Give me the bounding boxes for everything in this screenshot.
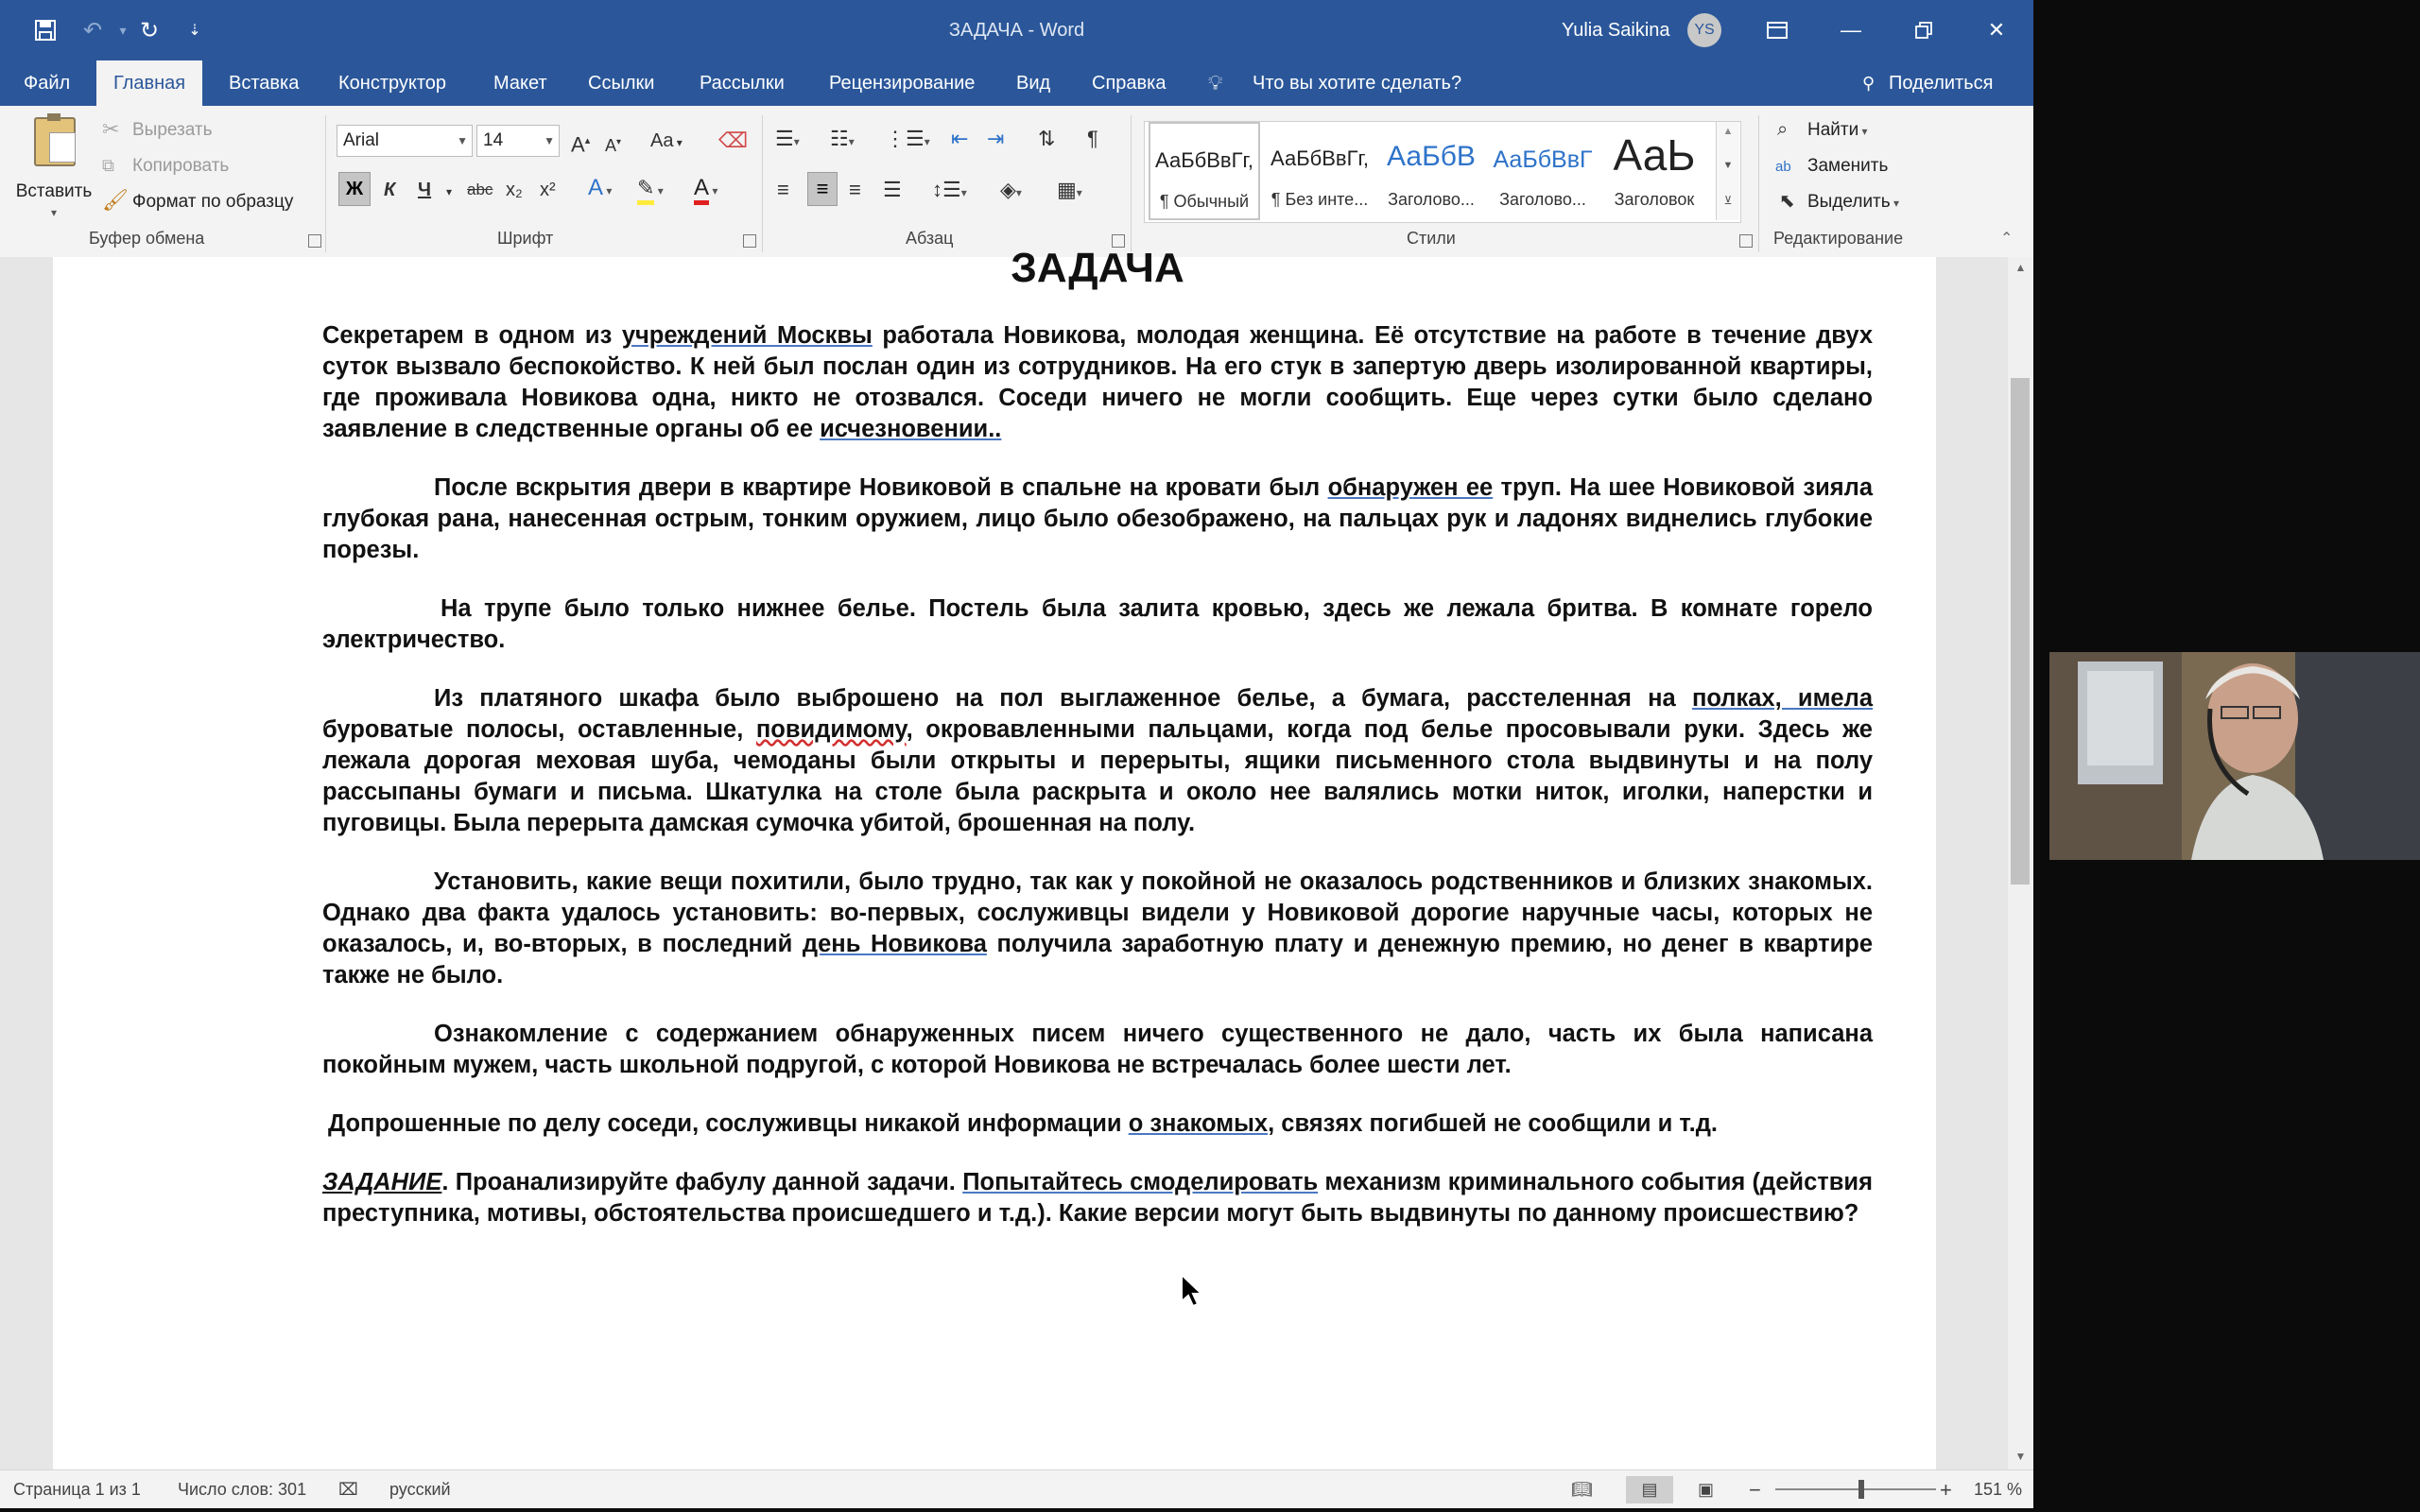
clipboard-icon — [34, 117, 76, 166]
increase-indent-icon[interactable]: ⇥ — [987, 127, 1005, 150]
window-title: ЗАДАЧА - Word — [948, 20, 1085, 41]
underline-button[interactable]: Ч — [418, 180, 432, 200]
zoom-level[interactable]: 151 % — [1974, 1480, 2023, 1499]
tab-help[interactable]: Справка — [1092, 73, 1167, 94]
font-color-button[interactable]: A ▾ — [694, 176, 717, 203]
paragraph-5: Установить, какие вещи похитили, было трудно, так как у покойной не оказалось родственников и близких знакомых. Однако два факта удалось установить: во-первых, сослуживцы видели у Новиковой дорогие наручные часы, которых не оказалось, и, во-вторых, в последний день Новикова получила заработную плату и денежную премию, но денег в квартире также не было. — [322, 868, 1874, 988]
tab-insert[interactable]: Вставка — [229, 73, 300, 94]
search-icon: ⌕ — [1777, 119, 1789, 140]
redo-icon[interactable]: ↻ — [139, 17, 160, 43]
tab-references[interactable]: Ссылки — [588, 73, 655, 94]
cut-button[interactable]: Вырезать — [132, 120, 213, 140]
zoom-in-icon[interactable]: + — [1940, 1478, 1952, 1502]
print-layout-icon[interactable]: ▤ — [1626, 1476, 1673, 1503]
decrease-indent-icon[interactable]: ⇤ — [951, 127, 969, 150]
document-area — [0, 245, 2033, 1469]
justify-icon[interactable]: ☰ — [883, 178, 902, 201]
restore-icon[interactable] — [1895, 0, 1952, 60]
chevron-up-icon[interactable]: ▲ — [1722, 126, 1734, 137]
zoom-slider[interactable] — [1775, 1488, 1936, 1490]
bold-button[interactable]: Ж — [338, 172, 371, 206]
shading-icon[interactable]: ◈▾ — [1000, 178, 1022, 201]
share-button[interactable]: Поделиться — [1889, 73, 1994, 94]
select-arrow-icon: ⬉ — [1779, 191, 1795, 212]
font-size-value: 14 — [483, 130, 504, 150]
paragraph-3: На трупе было только нижнее белье. Постель была залита кровью, здесь же лежала бритва. В комнате горело электричество. — [322, 595, 1873, 653]
select-label: Выделить — [1807, 192, 1891, 212]
font-name-combo[interactable] — [337, 125, 473, 157]
paste-button[interactable] — [13, 115, 95, 227]
share-person-icon: ⚲ — [1862, 74, 1876, 93]
paragraph-6: Ознакомление с содержанием обнаруженных писем ничего существенного не дало, часть их была написана покойным мужем, часть школьной подругой, с которой Новикова не встречалась более шести лет. — [322, 1021, 1873, 1078]
proofing-icon[interactable]: ⌧ — [338, 1480, 358, 1499]
borders-icon[interactable]: ▦▾ — [1057, 178, 1082, 201]
copy-button[interactable]: Копировать — [132, 156, 230, 176]
lightbulb-icon: 💡︎ — [1208, 71, 1223, 94]
highlight-button[interactable]: ✎ ▾ — [637, 176, 664, 205]
line-spacing-icon[interactable]: ↕☰▾ — [932, 178, 967, 201]
styles-gallery — [1144, 121, 1741, 223]
bullets-icon[interactable]: ☰▾ — [775, 127, 800, 150]
style-preview: АаБбВвГг, — [1155, 148, 1253, 172]
replace-icon: ab — [1775, 159, 1791, 175]
style-preview: АаЬ — [1613, 130, 1696, 180]
style-name: Заголовок — [1614, 190, 1695, 209]
style-heading-1[interactable] — [1375, 122, 1487, 220]
tab-home[interactable]: Главная — [96, 60, 202, 106]
clipboard-launcher-icon[interactable] — [308, 234, 321, 248]
tab-view[interactable]: Вид — [1016, 73, 1051, 94]
find-button[interactable]: Найти ▾ — [1807, 120, 1868, 140]
minimize-icon[interactable]: — — [1841, 18, 1861, 42]
webcam-video — [2049, 652, 2420, 860]
paste-label: Вставить — [15, 181, 93, 201]
align-left-icon[interactable]: ≡ — [777, 178, 789, 201]
styles-launcher-icon[interactable] — [1739, 234, 1753, 248]
style-no-spacing[interactable] — [1264, 122, 1375, 220]
scroll-up-icon[interactable]: ▲ — [2014, 261, 2027, 274]
style-normal[interactable] — [1149, 122, 1260, 220]
select-button[interactable]: Выделить ▾ — [1807, 192, 1900, 212]
undo-icon[interactable]: ↶ — [82, 17, 103, 43]
group-divider — [1131, 115, 1132, 252]
style-name: ¶ Без инте... — [1270, 190, 1369, 209]
tab-design[interactable]: Конструктор — [338, 73, 447, 94]
copy-icon: ⧉ — [102, 156, 114, 175]
collapse-ribbon-icon[interactable]: ⌃ — [2000, 231, 2014, 247]
styles-scroll[interactable] — [1716, 122, 1739, 220]
multilevel-list-icon[interactable]: ⋮☰▾ — [885, 127, 930, 150]
paragraph-7: Допрошенные по делу соседи, сослуживцы никакой информации о знакомых, связях погибшей не сообщили и т.д. — [328, 1110, 1718, 1137]
superscript-button[interactable]: x² — [540, 180, 556, 200]
font-name-value: Arial — [343, 130, 380, 150]
page-indicator[interactable]: Страница 1 из 1 — [13, 1480, 141, 1499]
style-name: Заголово... — [1388, 190, 1475, 209]
title-bar — [0, 0, 2033, 60]
paragraph-2: После вскрытия двери в квартире Новиковой в спальне на кровати был обнаружен ее труп. На шее Новиковой зияла глубокая рана, нанесенная острым, тонким оружием, лицо было обезображено, на пальцах рук и ладонях виднелись глубокие порезы. — [322, 474, 1874, 563]
tell-me-search[interactable]: Что вы хотите сделать? — [1253, 73, 1462, 94]
format-painter-button[interactable]: Формат по образцу — [132, 192, 294, 212]
find-label: Найти — [1807, 120, 1859, 140]
align-center-icon[interactable]: ≡ — [807, 172, 838, 206]
subscript-button[interactable]: x₂ — [506, 180, 523, 200]
tab-review[interactable]: Рецензирование — [829, 73, 976, 94]
mouse-pointer-icon — [1180, 1273, 1204, 1314]
tab-mailings[interactable]: Рассылки — [700, 73, 785, 94]
group-divider — [1758, 115, 1759, 252]
replace-button[interactable]: Заменить — [1807, 156, 1889, 176]
close-icon[interactable]: ✕ — [1987, 18, 2006, 42]
style-title[interactable] — [1599, 122, 1710, 220]
ribbon-display-options-icon[interactable] — [1749, 0, 1806, 60]
scroll-down-icon[interactable]: ▼ — [2014, 1450, 2027, 1463]
style-preview: АаБбВвГ — [1493, 146, 1593, 173]
more-styles-icon[interactable]: ⊻ — [1723, 194, 1733, 207]
text-effects-label: A — [588, 175, 604, 200]
change-case-button[interactable]: Aa ▾ — [650, 130, 683, 151]
group-label-styles: Стили — [1407, 229, 1456, 248]
vertical-scrollbar[interactable] — [2008, 257, 2033, 1469]
read-mode-icon[interactable]: 📖︎ — [1571, 1480, 1593, 1499]
undo-dropdown-icon[interactable]: ▾ — [119, 22, 127, 38]
zoom-out-icon[interactable]: − — [1749, 1478, 1761, 1502]
shrink-font-icon[interactable]: A▾ — [605, 136, 622, 155]
customize-qat-icon[interactable]: ⇣ — [188, 23, 201, 39]
tab-layout[interactable]: Макет — [493, 73, 547, 94]
user-name[interactable]: Yulia Saikina — [1562, 20, 1670, 41]
paragraph-1: Секретарем в одном из учреждений Москвы работала Новикова, молодая женщина. Её отсутствие на работе в течение двух суток вызвало беспокойство. К ней был послан один из сотрудников. На его стук в запертую дверь изолированной квартиры, где проживала Новикова одна, никто не отозвался. Соседи ничего не могли сообщить. Еще через сутки было сделано заявление в следственные органы об ее исчезновении.. — [322, 322, 1873, 442]
paste-dropdown-icon[interactable]: ▾ — [50, 206, 58, 219]
show-marks-icon[interactable]: ¶ — [1087, 127, 1098, 150]
style-heading-2[interactable] — [1487, 122, 1599, 220]
group-label-paragraph: Абзац — [906, 229, 954, 248]
group-divider — [762, 115, 763, 252]
sort-icon[interactable]: ⇅ — [1038, 127, 1056, 150]
document-heading: ЗАДАЧА — [1011, 245, 1184, 291]
paragraph-8: ЗАДАНИЕ. Проанализируйте фабулу данной задачи. Попытайтесь смоделировать механизм криминального события (действия преступника, мотивы, обстоятельства происшедшего и т.д.). Какие версии могут быть выдвинуты по данному происшествию? — [322, 1169, 1873, 1227]
tab-file[interactable]: Файл — [24, 73, 71, 94]
font-color-label: A — [694, 175, 709, 205]
change-case-label: Aa — [650, 130, 674, 151]
group-label-editing: Редактирование — [1773, 229, 1904, 248]
text-effects-button[interactable]: A ▾ — [588, 175, 613, 200]
document-body[interactable] — [322, 245, 1874, 1229]
style-name: ¶ Обычный — [1159, 192, 1250, 211]
clear-formatting-icon[interactable]: ⌫ — [718, 129, 749, 152]
scroll-thumb[interactable] — [2011, 378, 2030, 885]
chevron-down-icon[interactable]: ▼ — [1722, 160, 1734, 171]
chevron-down-icon: ▼ — [457, 134, 468, 147]
group-label-font: Шрифт — [497, 229, 554, 248]
numbering-icon[interactable]: ☷▾ — [830, 127, 855, 150]
document-page[interactable] — [53, 245, 1936, 1469]
strikethrough-button[interactable]: abc — [467, 180, 493, 198]
word-count[interactable]: Число слов: 301 — [178, 1480, 307, 1499]
italic-button[interactable]: К — [384, 180, 396, 200]
grow-font-icon[interactable]: A▴ — [571, 132, 591, 157]
avatar[interactable]: YS — [1687, 13, 1721, 47]
paragraph-4: Из платяного шкафа было выброшено на пол выглаженное белье, а бумага, расстеленная на полках, имела буроватые полосы, оставленные, повидимому, окровавленными пальцами, когда под белье просовывали руки. Здесь же лежала дорогая меховая шуба, чемоданы были открыты и перерыты, ящики письменного стола выдвинуты и на полу рассыпаны бумаги и письма. Шкатулка на столе была раскрыта и около нее валялись мотки ниток, иголки, наперстки и пуговицы. Была перерыта дамская сумочка убитой, брошенная на полу. — [322, 685, 1873, 836]
status-bar — [0, 1469, 2033, 1508]
align-right-icon[interactable]: ≡ — [849, 178, 861, 201]
ribbon-tabs — [0, 60, 2033, 106]
style-preview: АаБбВвГг, — [1270, 146, 1369, 170]
font-size-combo[interactable] — [476, 125, 560, 157]
zoom-slider-thumb[interactable] — [1858, 1480, 1864, 1499]
web-layout-icon[interactable]: ▣ — [1698, 1480, 1715, 1499]
underline-dropdown-icon[interactable]: ▾ — [446, 185, 453, 198]
font-launcher-icon[interactable] — [743, 234, 756, 248]
highlighter-icon: ✎ — [637, 176, 654, 205]
style-name: Заголово... — [1499, 190, 1586, 209]
chevron-down-icon: ▼ — [544, 134, 555, 147]
group-label-clipboard: Буфер обмена — [89, 229, 205, 248]
cut-icon: ✂ — [102, 117, 120, 141]
group-divider — [325, 115, 326, 252]
language-indicator[interactable]: русский — [389, 1480, 451, 1499]
format-painter-icon: 🖌︎ — [102, 188, 129, 212]
ribbon-home — [0, 106, 2033, 258]
style-preview: АаБбВ — [1387, 141, 1476, 172]
